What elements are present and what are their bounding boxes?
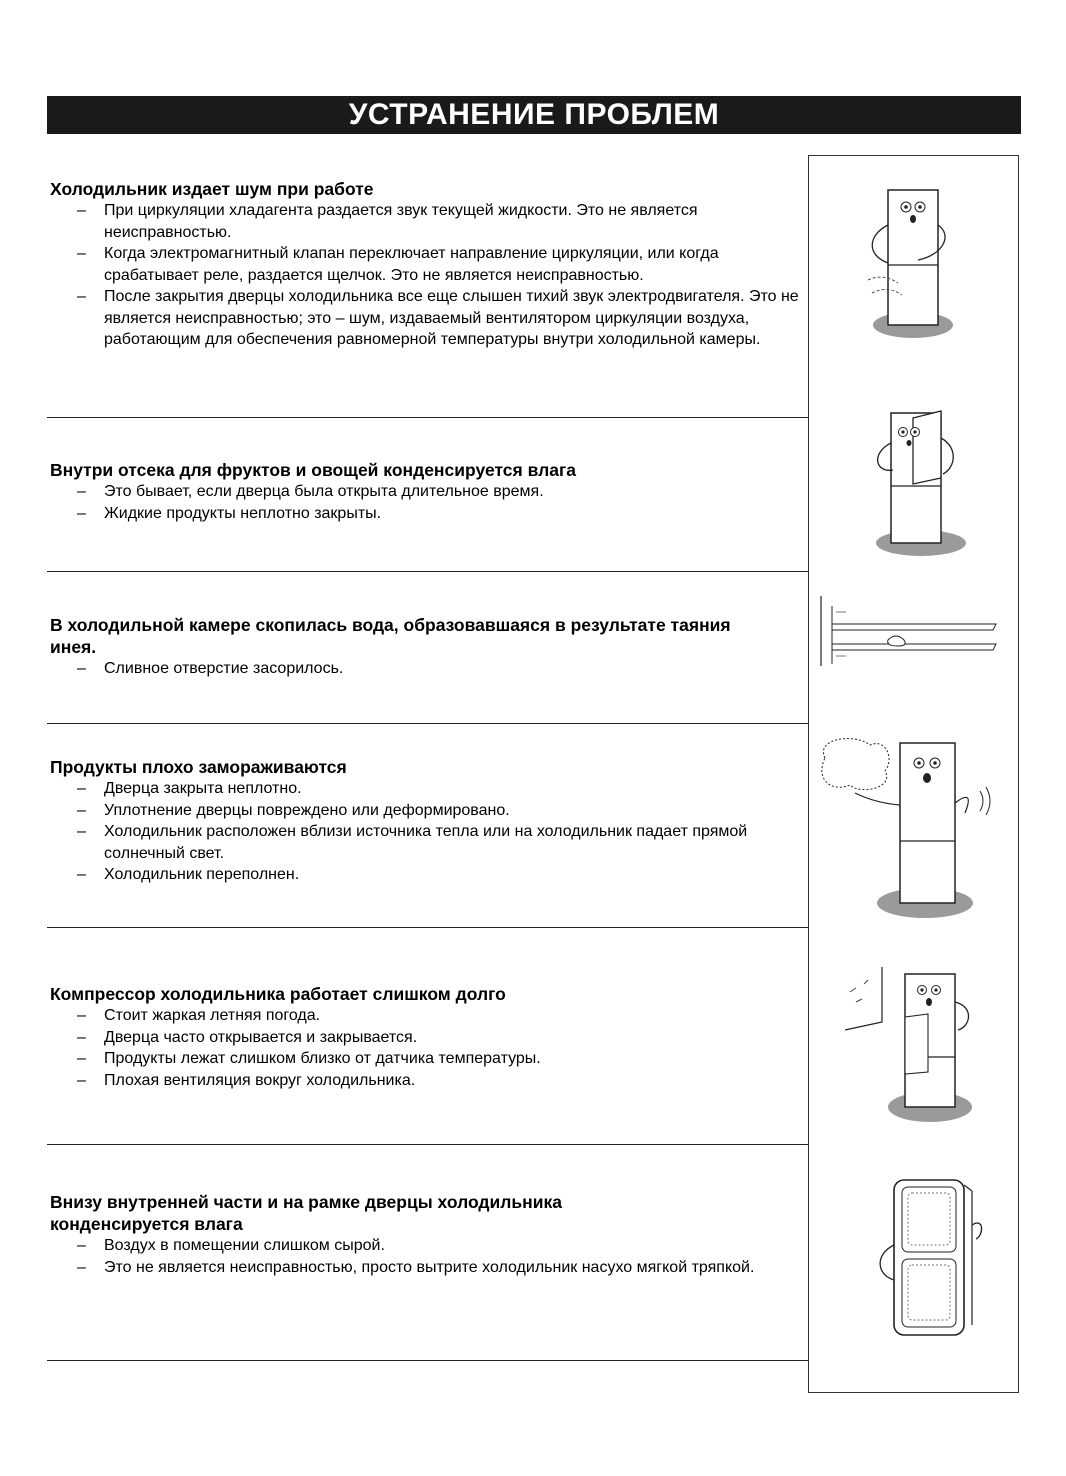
list-item: – Это не является неисправностью, просто вытрите холодильник насухо мягкой тряпкой. bbox=[47, 1257, 808, 1279]
fridge-noise-illustration bbox=[858, 185, 968, 345]
troubleshoot-section-freezing bbox=[47, 756, 808, 886]
section-divider bbox=[47, 927, 808, 928]
section-divider bbox=[47, 1360, 808, 1361]
section-divider bbox=[47, 417, 808, 418]
list-item: – Жидкие продукты неплотно закрыты. bbox=[47, 503, 808, 525]
troubleshoot-section-noise bbox=[47, 178, 808, 351]
troubleshoot-section-door-condensation bbox=[47, 1191, 755, 1278]
list-item: – Стоит жаркая летняя погода. bbox=[47, 1005, 808, 1027]
list-item: – Плохая вентиляция вокруг холодильника. bbox=[47, 1070, 808, 1092]
list-item: – Когда электромагнитный клапан переключает направление циркуляции, или когда срабатывает реле, раздается щелчок. Это не является неисправностью. bbox=[47, 243, 808, 286]
section-title: Компрессор холодильника работает слишком долго bbox=[50, 984, 506, 1004]
list-item: – Уплотнение дверцы повреждено или деформировано. bbox=[47, 800, 808, 822]
section-title: Холодильник издает шум при работе bbox=[50, 179, 374, 199]
list-item: – Дверца закрыта неплотно. bbox=[47, 778, 808, 800]
list-item: – Воздух в помещении слишком сырой. bbox=[47, 1235, 808, 1257]
cause-list bbox=[47, 200, 808, 351]
cause-list bbox=[47, 1235, 808, 1278]
cause-list bbox=[47, 1005, 808, 1091]
cause-list bbox=[47, 658, 767, 680]
list-item: – Холодильник расположен вблизи источника тепла или на холодильник падает прямой солнечный свет. bbox=[47, 821, 808, 864]
list-item: – При циркуляции хладагента раздается звук текущей жидкости. Это не является неисправностью. bbox=[47, 200, 808, 243]
cause-list bbox=[47, 481, 808, 524]
list-item: – Продукты лежат слишком близко от датчика температуры. bbox=[47, 1048, 808, 1070]
fridge-door-open-illustration bbox=[863, 408, 973, 563]
fridge-compressor-illustration bbox=[840, 962, 985, 1127]
list-item: – Это бывает, если дверца была открыта длительное время. bbox=[47, 481, 808, 503]
troubleshoot-section-vegetable-condensation bbox=[47, 459, 808, 524]
page-title: УСТРАНЕНИЕ ПРОБЛЕМ bbox=[47, 96, 1021, 134]
cause-list bbox=[47, 778, 808, 886]
section-title: Внизу внутренней части и на рамке дверцы холодильника конденсируется влага bbox=[50, 1192, 562, 1234]
section-divider bbox=[47, 723, 808, 724]
section-title: Продукты плохо замораживаются bbox=[50, 757, 347, 777]
section-divider bbox=[47, 1144, 808, 1145]
list-item: – Сливное отверстие засорилось. bbox=[47, 658, 767, 680]
list-item: – После закрытия дверцы холодильника все еще слышен тихий звук электродвигателя. Это не является неисправностью; это – шум, издаваемый вентилятором циркуляции воздуха, работающим для обеспечения равномерной температуры внутри холодильной камеры. bbox=[47, 286, 808, 351]
list-item: – Дверца часто открывается и закрывается. bbox=[47, 1027, 808, 1049]
shelf-drain-illustration bbox=[818, 596, 1003, 671]
section-divider bbox=[47, 571, 808, 572]
section-title: Внутри отсека для фруктов и овощей конденсируется влага bbox=[50, 460, 576, 480]
fridge-open-door-frame-illustration bbox=[872, 1175, 987, 1340]
list-item: – Холодильник переполнен. bbox=[47, 864, 808, 886]
fridge-freezing-illustration bbox=[815, 733, 995, 923]
troubleshoot-section-compressor bbox=[47, 983, 808, 1091]
section-title: В холодильной камере скопилась вода, образовавшаяся в результате таяния инея. bbox=[50, 615, 731, 657]
troubleshoot-section-water bbox=[47, 614, 767, 680]
